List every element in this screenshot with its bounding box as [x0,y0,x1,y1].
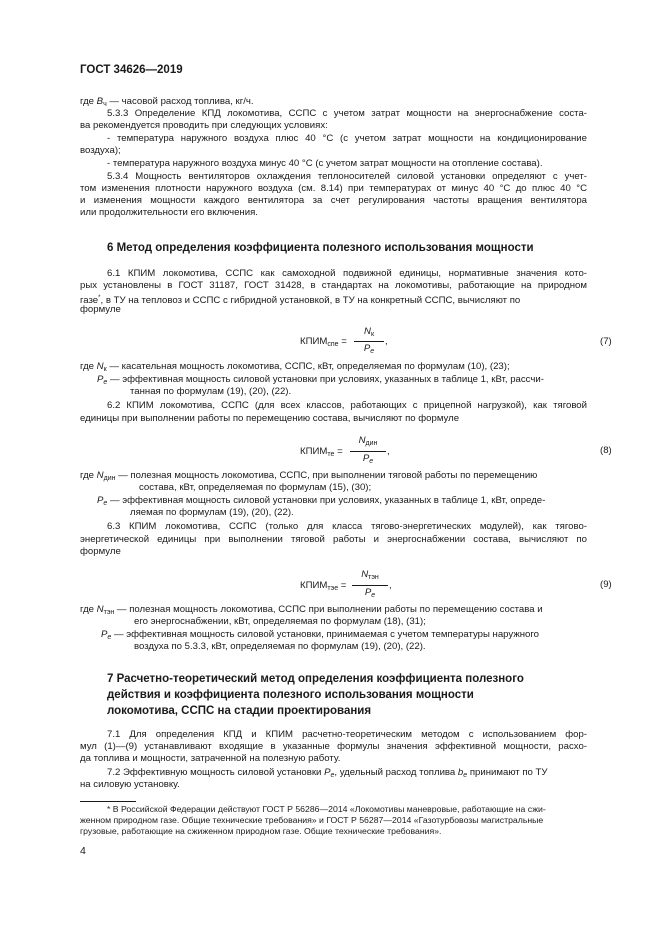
subscript: к [103,366,107,373]
para-61-line1: 6.1 КПИМ локомотива, ССПС как самоходной подвижной единицы, нормативные значения кото- [107,268,587,279]
where-pe-line2: танная по формулам (19), (20), (22). [130,386,292,397]
subscript: тэе [327,585,339,592]
para-61-line3 [80,292,520,307]
symbol: N [364,326,371,337]
equals: = [338,580,347,591]
fraction-denominator [354,343,384,355]
para-71-line1: 7.1 Для определения КПД и КПИМ расчетно-теоретическим методом с использованием фор- [107,729,587,740]
para-63-line1: 6.3 КПИМ локомотива, ССПС (только для класса тягово-энергетических модулей), как тягово- [107,521,587,532]
symbol: N [361,569,369,580]
text: где [80,470,97,481]
text: — часовой расход топлива, кг/ч. [106,96,254,107]
formula-7-number: (7) [600,336,612,347]
para-71-line3: да топлива и мощности, затраченной на полезную работу. [80,753,341,764]
symbol: N [96,604,104,615]
fraction-numerator [352,569,388,581]
where-nten-line2: его энергоснабжении, кВт, определяемая по формулам (18), (31); [134,616,426,627]
equals: = [334,446,343,457]
section-6-heading: 6 Метод определения коэффициента полезного использования мощности [107,242,534,254]
text: , в ТУ на тепловоз и ССПС с гибридной установкой, в ТУ на конкретный ССПС, вычисляют по [100,295,521,307]
symbol: P [97,374,104,385]
fraction-denominator [350,453,386,465]
symbol: P [362,453,370,464]
text: , удельный расход топлива [334,767,458,778]
symbol: P [364,587,372,598]
symbol: P [101,629,108,640]
text: 7.2 Эффективную мощность силовой установки [107,767,325,778]
text: — эффективная мощность силовой установки, принимаемая с учетом температуры наружного [111,629,539,640]
text: принимают по ТУ [467,767,548,778]
subscript: те [327,451,335,458]
text: КПИМ [300,446,328,457]
symbol: P [97,495,104,506]
para-533-line1: 5.3.3 Определение КПД локомотива, ССПС с учетом затрат мощности на энергоснабжение соста- [107,108,587,119]
footnote-line2: женном природном газе. Общие технические требования» и ГОСТ Р 56287—2014 «Газотурбовозы магистральные [80,815,544,825]
where-ndin-line2: состава, кВт, определяемая по формулам (15), (30); [139,482,372,493]
footnote-divider [80,801,136,802]
equals: = [338,336,347,347]
condition-plus40-line1: - температура наружного воздуха плюс 40 °С (с учетом затрат мощности на кондиционирование [107,133,587,144]
section-7-heading-line3: локомотива, ССПС на стадии проектирования [107,705,372,717]
fraction-bar [354,341,384,342]
symbol: b [457,767,464,778]
page-number: 4 [80,845,86,857]
text: — эффективная мощность силовой установки при условиях, указанных в таблице 1, кВт, рассчи- [107,374,544,385]
subscript: к [370,331,374,338]
para-72-line2: на силовую установку. [80,779,180,790]
fraction-bar [352,585,388,586]
where-pe8-line2: ляемая по формулам (19), (20), (22). [130,507,294,518]
standard-header: ГОСТ 34626—2019 [80,64,183,76]
subscript: e [371,592,376,599]
fraction-denominator [352,587,388,599]
para-61-line4: формуле [80,304,121,315]
para-63-line3: формуле [80,546,121,557]
fraction-numerator [354,326,384,338]
para-534-line2: том изменения плотности наружного воздуха (см. 8.14) при температурах от минус 40 °С до плюс 40 °С [80,183,587,194]
subscript: дин [365,440,378,447]
text: — полезная мощность локомотива, ССПС, при выполнении тяговой работы по перемещению [115,470,538,481]
para-534-line1: 5.3.4 Мощность вентиляторов охлаждения теплоносителей силовой установки определяют с учет- [107,171,587,182]
footnote-mark: * [98,295,101,301]
subscript: e [330,772,335,779]
symbol: N [96,361,104,372]
formula-lhs [300,446,343,458]
text: — полезная мощность локомотива, ССПС при выполнении работы по перемещению состава и [114,604,543,615]
formula-lhs [300,580,346,592]
fraction-bar [350,451,386,452]
condition-minus40: - температура наружного воздуха минус 40 °С (с учетом затрат мощности на отопление состава). [107,158,543,169]
subscript: ч [103,101,107,108]
para-534-line4: или продолжительности его включения. [80,207,258,218]
subscript: тэн [368,574,379,581]
text: — касательная мощность локомотива, ССПС, кВт, определяемая по формулам (10), (23); [106,361,510,372]
symbol: B [96,96,104,107]
para-63-line2: энергетической единицы при выполнении тяговой работы и энергоснабжении состава, вычисляют по [80,534,587,545]
para-61-line2: рых установлены в ГОСТ 31187, ГОСТ 31428, в стандартах на локомотивы, работающие на природном [80,280,587,291]
symbol: P [363,343,371,354]
text: — эффективная мощность силовой установки при условиях, указанных в таблице 1, кВт, опреде- [107,495,546,506]
condition-plus40-line2: воздуха); [80,145,121,156]
formula-comma: , [385,336,388,347]
section-7-heading-line2: действия и коэффициента полезного использования мощности [107,689,474,701]
para-62-line2: единицы при выполнении работы по перемещению состава, вычисляют по формуле [80,413,460,424]
subscript: e [103,379,108,386]
text: где [80,604,97,615]
subscript: спе [327,341,339,348]
symbol: N [96,470,104,481]
para-533-line2: ва рекомендуется проводить при следующих условиях: [80,120,328,131]
formula-lhs [300,336,347,348]
para-62-line1: 6.2 КПИМ локомотива, ССПС (для всех классов, работающих с прицепной нагрузкой), как тяговой [107,400,587,411]
subscript: e [369,458,374,465]
formula-comma: , [387,446,390,457]
subscript: тэн [103,609,115,616]
symbol: N [358,435,366,446]
footnote-line3: грузовые, работающие на сжиженном природном газе. Общие технические требования». [80,826,442,836]
formula-8-number: (8) [600,445,612,456]
symbol: P [324,767,331,778]
subscript: e [103,500,108,507]
formula-comma: , [389,580,392,591]
where-pe9-line2: воздуха по 5.3.3, кВт, определяемая по формулам (19), (20), (22). [134,641,426,652]
subscript: e [463,772,468,779]
subscript: e [107,634,112,641]
para-71-line2: мул (1)—(9) устанавливают входящие в указанные формулы значения эффективной мощности, расхо- [80,741,587,752]
text: газе [80,295,99,307]
text: КПИМ [300,336,328,347]
section-7-heading-line1: 7 Расчетно-теоретический метод определения коэффициента полезного [107,673,524,685]
formula-9-number: (9) [600,579,612,590]
para-534-line3: и изменения мощности каждого вентилятора за счет регулирования частоты вращения вентилятора [80,195,587,206]
fraction-numerator [350,435,386,447]
subscript: e [370,348,375,355]
subscript: дин [103,475,116,482]
footnote-line1: * В Российской Федерации действуют ГОСТ Р 56286—2014 «Локомотивы маневровые, работающие на сжи- [107,804,546,814]
text: где [80,361,97,372]
text: КПИМ [300,580,328,591]
text: где [80,96,97,107]
